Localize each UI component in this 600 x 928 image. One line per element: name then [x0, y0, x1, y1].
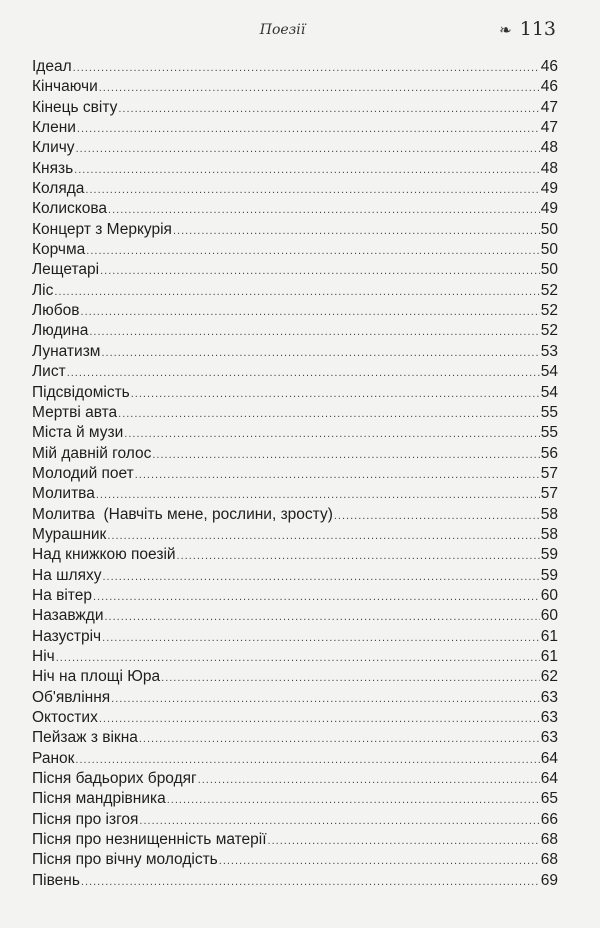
- entry-page: 61: [540, 647, 558, 665]
- dot-leader: [334, 506, 540, 526]
- dot-leader: [100, 261, 540, 281]
- dot-leader: [177, 546, 540, 566]
- toc-entry: [32, 810, 558, 830]
- entry-page: 57: [540, 464, 558, 482]
- entry-page: 50: [540, 261, 558, 279]
- entry-page: 49: [540, 200, 558, 218]
- entry-title: Лещетарі: [32, 261, 100, 279]
- dot-leader: [131, 384, 540, 404]
- toc-entry: [32, 423, 558, 443]
- entry-page: 50: [540, 220, 558, 238]
- entry-title: Пісня про ізгоя: [32, 810, 139, 828]
- entry-page: 46: [540, 78, 558, 96]
- entry-page: 49: [540, 180, 558, 198]
- dot-leader: [76, 139, 540, 159]
- entry-page: 56: [540, 444, 558, 462]
- dot-leader: [99, 78, 540, 98]
- entry-title: Корчма: [32, 241, 86, 259]
- toc-entry: [32, 403, 558, 423]
- dot-leader: [54, 282, 539, 302]
- entry-title: Концерт з Меркурія: [32, 220, 172, 238]
- entry-page: 52: [540, 302, 558, 320]
- dot-leader: [161, 668, 540, 688]
- entry-page: 52: [540, 322, 558, 340]
- dot-leader: [219, 851, 540, 871]
- entry-page: 69: [540, 871, 558, 889]
- entry-title: Ліс: [32, 281, 54, 299]
- dot-leader: [105, 607, 540, 627]
- entry-title: Ніч: [32, 647, 55, 665]
- toc-entry: [32, 444, 558, 464]
- entry-title: Коляда: [32, 180, 85, 198]
- entry-page: 62: [540, 668, 558, 686]
- dot-leader: [124, 424, 539, 444]
- dot-leader: [135, 465, 540, 485]
- entry-title: Колискова: [32, 200, 108, 218]
- entry-page: 60: [540, 586, 558, 604]
- toc-entry: [32, 179, 558, 199]
- entry-page: 48: [540, 159, 558, 177]
- entry-page: 60: [540, 607, 558, 625]
- entry-title: Над книжкою поезій: [32, 546, 176, 564]
- entry-title: Молитва: [32, 485, 95, 503]
- entry-page: 55: [540, 424, 558, 442]
- entry-title: Мій давній голос: [32, 444, 152, 462]
- entry-title: Любов: [32, 302, 80, 320]
- dot-leader: [101, 343, 539, 363]
- dot-leader: [118, 99, 539, 119]
- toc-entry: [32, 383, 558, 403]
- entry-page: 58: [540, 525, 558, 543]
- page-number: 113: [519, 18, 556, 40]
- entry-title: Пісня мандрівника: [32, 790, 166, 808]
- entry-title: Лунатизм: [32, 342, 101, 360]
- dot-leader: [108, 200, 540, 220]
- toc-entry: [32, 769, 558, 789]
- entry-title: Ранок: [32, 749, 75, 767]
- entry-title: Півень: [32, 871, 80, 889]
- entry-title: Лист: [32, 363, 66, 381]
- dot-leader: [152, 445, 539, 465]
- dot-leader: [74, 160, 540, 180]
- dot-leader: [73, 58, 540, 78]
- entry-title: Кінчаючи: [32, 78, 98, 96]
- entry-page: 47: [540, 98, 558, 116]
- dot-leader: [102, 628, 540, 648]
- dot-leader: [103, 567, 540, 587]
- toc-entry: [32, 281, 558, 301]
- ornament-icon: ❧: [499, 21, 512, 39]
- dot-leader: [56, 648, 540, 668]
- dot-leader: [268, 831, 540, 851]
- dot-leader: [77, 119, 540, 139]
- toc-entry: [32, 627, 558, 647]
- entry-page: 54: [540, 383, 558, 401]
- entry-title: Молитва (Навчіть мене, рослини, зросту): [32, 505, 333, 523]
- entry-title: Людина: [32, 322, 89, 340]
- dot-leader: [111, 689, 540, 709]
- toc-entry: [32, 688, 558, 708]
- entry-page: 65: [540, 790, 558, 808]
- toc-entry: [32, 484, 558, 504]
- toc-entry: [32, 525, 558, 545]
- toc-entry: [32, 830, 558, 850]
- toc-entry: [32, 362, 558, 382]
- toc-entry: [32, 728, 558, 748]
- entry-page: 52: [540, 281, 558, 299]
- entry-page: 47: [540, 119, 558, 137]
- dot-leader: [67, 363, 540, 383]
- toc-entry: [32, 118, 558, 138]
- entry-title: Молодий поет: [32, 464, 134, 482]
- dot-leader: [89, 322, 539, 342]
- entry-page: 59: [540, 546, 558, 564]
- entry-page: 68: [540, 851, 558, 869]
- toc-entry: [32, 220, 558, 240]
- toc-entry: [32, 301, 558, 321]
- entry-page: 54: [540, 363, 558, 381]
- toc-entry: [32, 342, 558, 362]
- entry-page: 50: [540, 241, 558, 259]
- toc-entry: [32, 708, 558, 728]
- entry-title: Ніч на площі Юра: [32, 668, 161, 686]
- toc-entry: [32, 464, 558, 484]
- entry-page: 57: [540, 485, 558, 503]
- entry-title: Пейзаж з вікна: [32, 729, 138, 747]
- dot-leader: [85, 180, 539, 200]
- toc-entry: [32, 850, 558, 870]
- running-header-title: Поезії: [259, 22, 306, 38]
- entry-title: На шляху: [32, 566, 102, 584]
- entry-title: Пісня бадьорих бродяг: [32, 770, 197, 788]
- entry-page: 46: [540, 58, 558, 75]
- entry-title: Підсвідомість: [32, 383, 130, 401]
- entry-page: 53: [540, 342, 558, 360]
- entry-title: Клени: [32, 119, 76, 137]
- entry-page: 64: [540, 770, 558, 788]
- entry-page: 48: [540, 139, 558, 157]
- toc-entry: [32, 545, 558, 565]
- toc-entry: [32, 667, 558, 687]
- entry-page: 64: [540, 749, 558, 767]
- dot-leader: [81, 872, 540, 892]
- dot-leader: [167, 790, 540, 810]
- toc-entry: [32, 586, 558, 606]
- toc-entry: [32, 321, 558, 341]
- table-of-contents: [32, 57, 558, 891]
- toc-entry: [32, 98, 558, 118]
- dot-leader: [173, 221, 540, 241]
- dot-leader: [139, 729, 540, 749]
- toc-entry: [32, 77, 558, 97]
- entry-page: 61: [540, 627, 558, 645]
- entry-title: Пісня про вічну молодість: [32, 851, 218, 869]
- toc-entry: [32, 789, 558, 809]
- entry-title: Мертві авта: [32, 403, 118, 421]
- toc-entry: [32, 57, 558, 77]
- entry-page: 66: [540, 810, 558, 828]
- toc-entry: [32, 749, 558, 769]
- toc-entry: [32, 566, 558, 586]
- dot-leader: [81, 302, 540, 322]
- toc-entry: [32, 199, 558, 219]
- entry-title: Кличу: [32, 139, 75, 157]
- entry-title: На вітер: [32, 586, 92, 604]
- entry-title: Князь: [32, 159, 74, 177]
- entry-title: Назавжди: [32, 607, 104, 625]
- dot-leader: [93, 587, 540, 607]
- dot-leader: [118, 404, 540, 424]
- dot-leader: [86, 241, 539, 261]
- entry-page: 55: [540, 403, 558, 421]
- entry-title: Октостих: [32, 709, 98, 726]
- dot-leader: [99, 709, 540, 729]
- entry-page: 59: [540, 566, 558, 584]
- toc-entry: [32, 606, 558, 626]
- entry-page: 68: [540, 831, 558, 849]
- toc-entry: [32, 260, 558, 280]
- toc-entry: [32, 159, 558, 179]
- toc-entry: [32, 138, 558, 158]
- entry-page: 63: [540, 688, 558, 706]
- entry-title: Кінець світу: [32, 98, 118, 116]
- dot-leader: [198, 770, 540, 790]
- entry-page: 63: [540, 729, 558, 747]
- entry-page: 58: [540, 505, 558, 523]
- dot-leader: [96, 485, 540, 505]
- toc-entry: [32, 505, 558, 525]
- toc-entry: [32, 871, 558, 891]
- entry-page: 63: [540, 709, 558, 726]
- entry-title: Назустріч: [32, 627, 102, 645]
- entry-title: Об'явління: [32, 688, 111, 706]
- entry-title: Мурашник: [32, 525, 107, 543]
- header-page-marker: [499, 18, 556, 40]
- dot-leader: [139, 811, 539, 831]
- toc-entry: [32, 240, 558, 260]
- entry-title: Міста й музи: [32, 424, 124, 442]
- dot-leader: [107, 526, 539, 546]
- dot-leader: [75, 750, 539, 770]
- entry-title: Пісня про незнищенність матерії: [32, 831, 267, 849]
- entry-title: Ідеал: [32, 58, 72, 75]
- toc-entry: [32, 647, 558, 667]
